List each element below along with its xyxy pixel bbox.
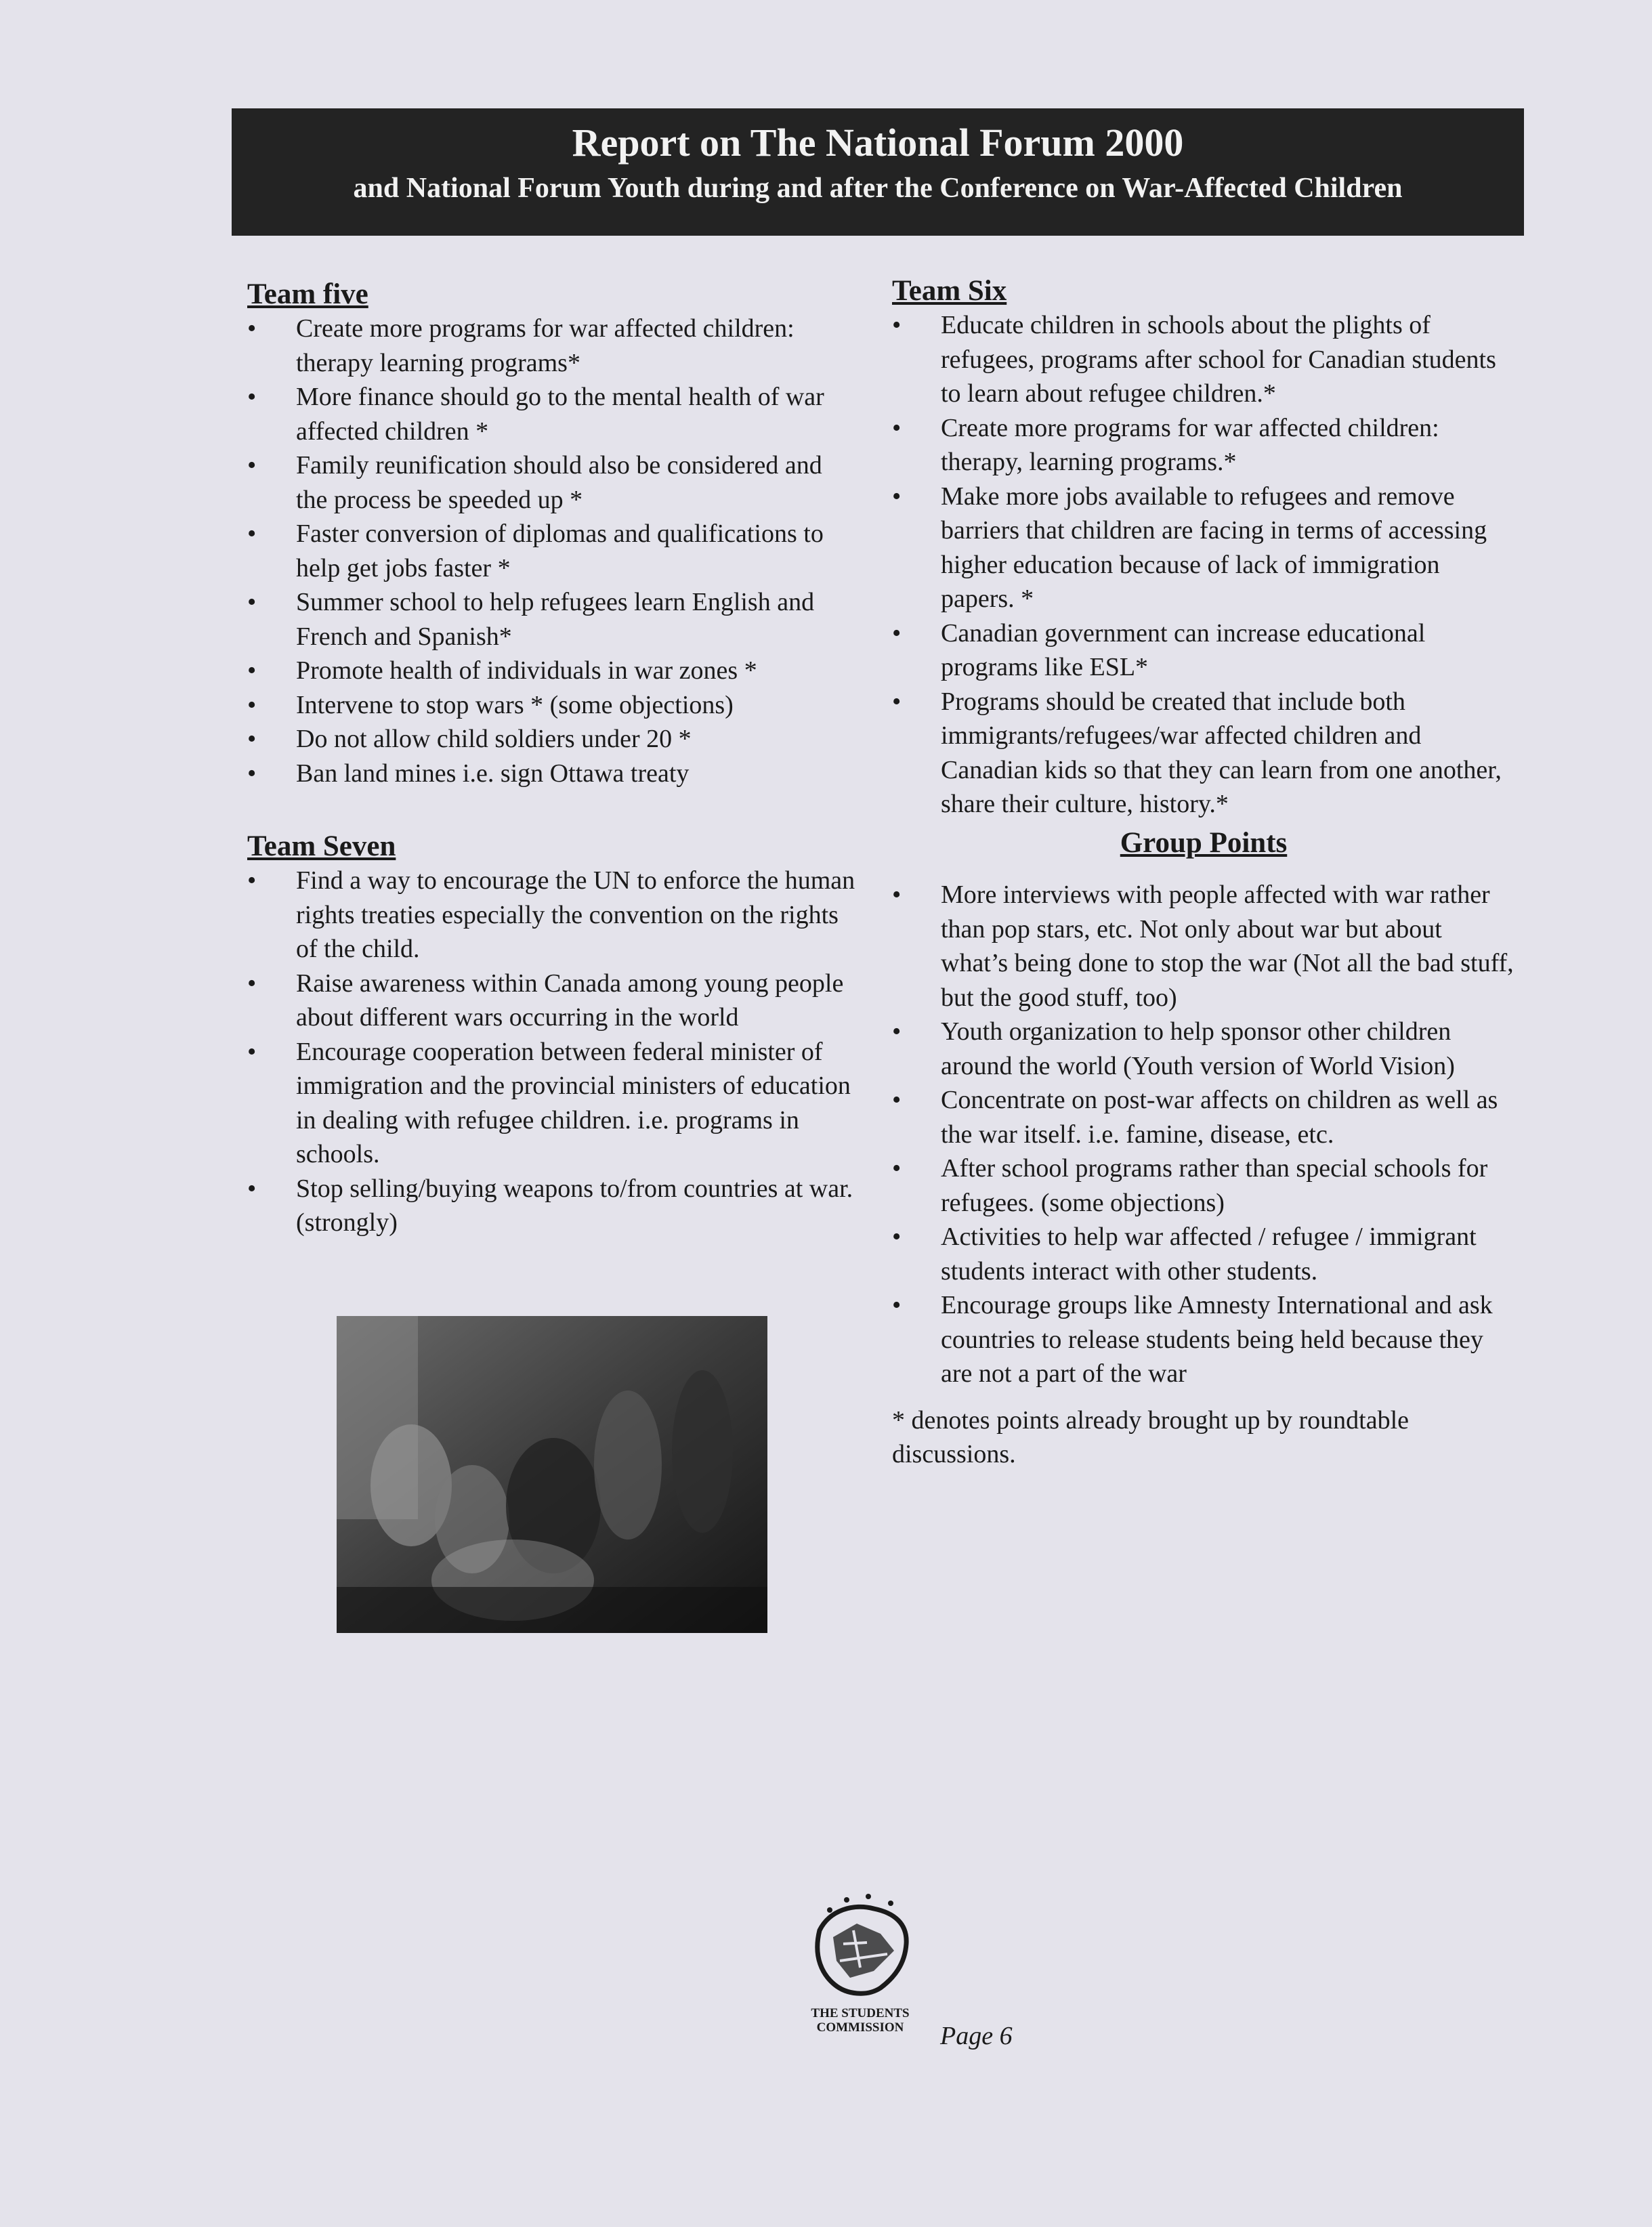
list-item: • Raise awareness within Canada among young people about different wars occurring in the world	[247, 967, 857, 1035]
list-item: • Stop selling/buying weapons to/from countries at war. (strongly)	[247, 1172, 857, 1240]
logo-line-1: THE STUDENTS	[811, 2006, 910, 2020]
team-six-section	[892, 274, 1515, 822]
group-points-heading: Group Points	[1120, 827, 1288, 859]
report-title: Report on The National Forum 2000	[572, 121, 1184, 165]
footnote: * denotes points already brought up by roundtable discussions.	[892, 1405, 1410, 1468]
team-five-list	[247, 312, 857, 790]
logo-text	[799, 2006, 921, 2035]
list-item: • Canadian government can increase educational programs like ESL*	[892, 616, 1515, 685]
team-seven-section	[247, 830, 857, 1240]
logo-line-2: COMMISSION	[816, 2020, 904, 2035]
report-header	[232, 108, 1524, 236]
list-item: • More interviews with people affected with war rather than pop stars, etc. Not only about war but about what’s being done to stop the war (Not all the bad stuff, but the good stuff, too)	[892, 878, 1515, 1015]
list-item: • Encourage cooperation between federal minister of immigration and the provincial ministers of education in dealing with refugee children. i.e. programs in schools.	[247, 1035, 857, 1172]
page-number: Page 6	[940, 2022, 1013, 2050]
team-six-heading: Team Six	[892, 275, 1007, 307]
team-five-heading: Team five	[247, 278, 368, 310]
list-item: • Faster conversion of diplomas and qualifications to help get jobs faster *	[247, 517, 857, 585]
list-item: • Make more jobs available to refugees and remove barriers that children are facing in terms of accessing higher education because of lack of immigration papers. *	[892, 480, 1515, 616]
team-six-list	[892, 308, 1515, 822]
list-item: • Youth organization to help sponsor other children around the world (Youth version of World Vision)	[892, 1015, 1515, 1083]
report-subtitle: and National Forum Youth during and after the Conference on War-Affected Children	[353, 173, 1403, 204]
list-item: • Encourage groups like Amnesty International and ask countries to release students being held because they are not a part of the war	[892, 1288, 1515, 1391]
list-item: • Activities to help war affected / refugee / immigrant students interact with other students.	[892, 1220, 1515, 1288]
list-item: • Educate children in schools about the plights of refugees, programs after school for Canadian students to learn about refugee children.*	[892, 308, 1515, 411]
list-item: • Summer school to help refugees learn English and French and Spanish*	[247, 585, 857, 654]
list-item: • Create more programs for war affected children: therapy, learning programs.*	[892, 411, 1515, 480]
list-item: • After school programs rather than special schools for refugees. (some objections)	[892, 1151, 1515, 1220]
group-points-section	[892, 826, 1515, 1472]
list-item: • Do not allow child soldiers under 20 *	[247, 722, 857, 757]
team-seven-list	[247, 864, 857, 1240]
group-points-list	[892, 878, 1515, 1391]
students-commission-logo	[792, 1883, 928, 2018]
list-item: • More finance should go to the mental health of war affected children *	[247, 380, 857, 448]
list-item: • Promote health of individuals in war zones *	[247, 654, 857, 688]
list-item: • Find a way to encourage the UN to enforce the human rights treaties especially the convention on the rights of the child.	[247, 864, 857, 967]
list-item: • Programs should be created that include both immigrants/refugees/war affected children and Canadian kids so that they can learn from one another, share their culture, history.*	[892, 685, 1515, 822]
list-item: • Family reunification should also be considered and the process be speeded up *	[247, 448, 857, 517]
list-item: • Ban land mines i.e. sign Ottawa treaty	[247, 757, 857, 791]
list-item: • Concentrate on post-war affects on children as well as the war itself. i.e. famine, disease, etc.	[892, 1083, 1515, 1151]
list-item: • Intervene to stop wars * (some objections)	[247, 688, 857, 723]
team-seven-heading: Team Seven	[247, 830, 396, 862]
team-five-section	[247, 278, 857, 790]
group-photo	[337, 1316, 767, 1633]
list-item: • Create more programs for war affected children: therapy learning programs*	[247, 312, 857, 380]
